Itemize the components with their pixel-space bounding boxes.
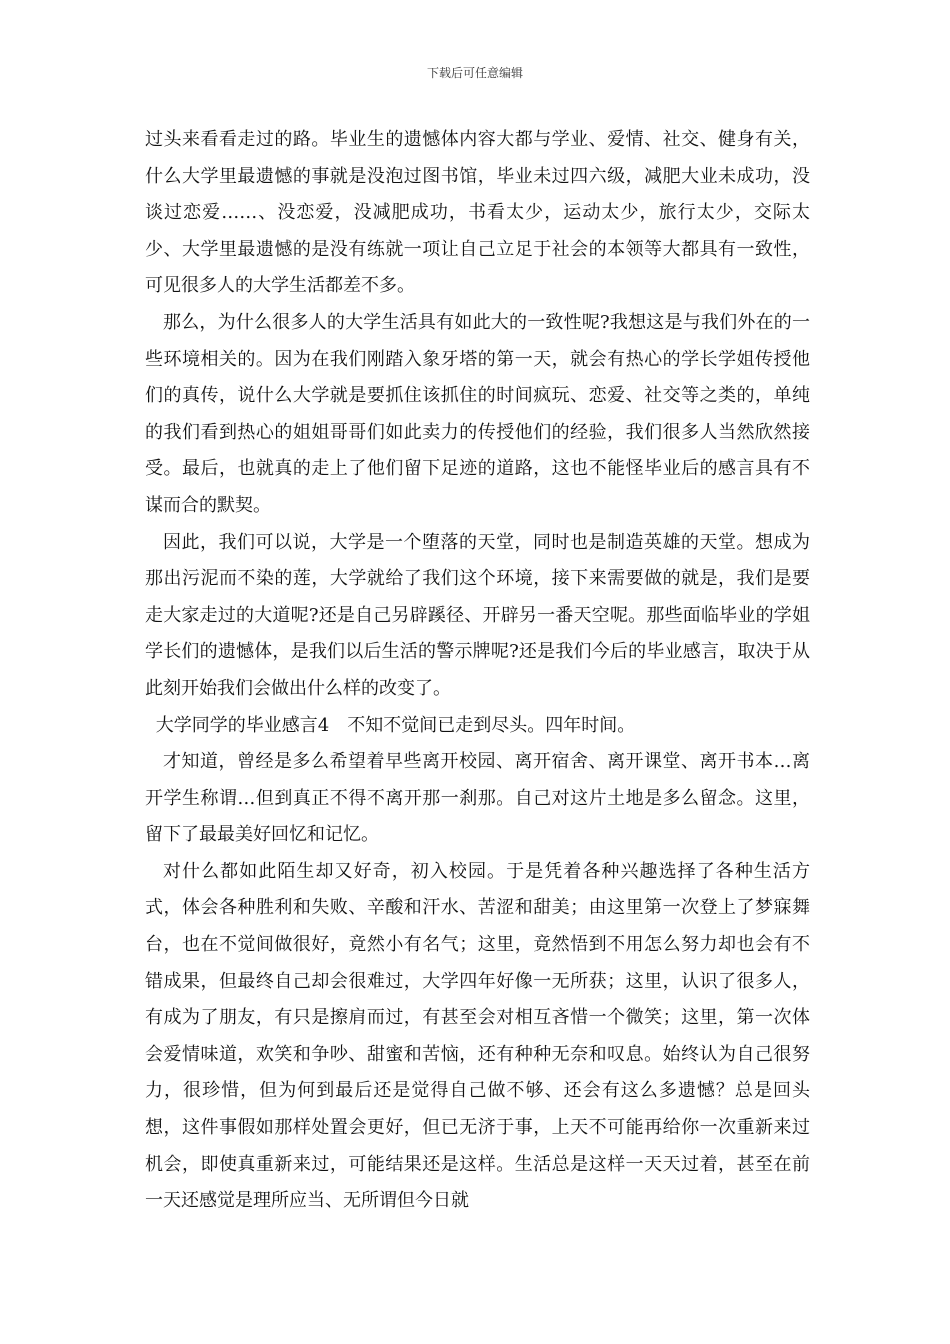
section-heading-line: 大学同学的毕业感言4 不知不觉间已走到尽头。四年时间。 — [155, 714, 636, 736]
document-body — [145, 122, 810, 1220]
paragraph-1: 过头来看看走过的路。毕业生的遗憾体内容大都与学业、爱情、社交、健身有关，什么大学里最遗憾的事就是没泡过图书馆，毕业未过四六级，减肥大业未成功，没谈过恋爱……、没恋爱，没减肥成功，书看太少，运动太少，旅行太少，交际太少、大学里最遗憾的是没有练就一项让自己立足于社会的本领等大都具有一致性，可见很多人的大学生活都差不多。 — [145, 129, 810, 297]
paragraph-2: 那么，为什么很多人的大学生活具有如此大的一致性呢?我想这是与我们外在的一些环境相关的。因为在我们刚踏入象牙塔的第一天，就会有热心的学长学姐传授他们的真传，说什么大学就是要抓住该抓住的时间疯玩、恋爱、社交等之类的，单纯的我们看到热心的姐姐哥哥们如此卖力的传授他们的经验，我们很多人当然欣然接受。最后，也就真的走上了他们留下足迹的道路，这也不能怪毕业后的感言具有不谋而合的默契。 — [145, 311, 810, 516]
paragraph-4: 才知道，曾经是多么希望着早些离开校园、离开宿舍、离开课堂、离开书本…离开学生称谓…但到真正不得不离开那一刹那。自己对这片土地是多么留念。这里，留下了最最美好回忆和记忆。 — [145, 751, 810, 846]
paragraph-5: 对什么都如此陌生却又好奇，初入校园。于是凭着各种兴趣选择了各种生活方式，体会各种胜利和失败、辛酸和汗水、苦涩和甜美；由这里第一次登上了梦寐舞台，也在不觉间做很好，竟然小有名气；这里，竟然悟到不用怎么努力却也会有不错成果，但最终自己却会很难过，大学四年好像一无所获；这里，认识了很多人，有成为了朋友，有只是擦肩而过，有甚至会对相互吝惜一个微笑；这里，第一次体会爱情味道，欢笑和争吵、甜蜜和苦恼，还有种种无奈和叹息。始终认为自己很努力，很珍惜，但为何到最后还是觉得自己做不够、还会有这么多遗憾？总是回头想，这件事假如那样处置会更好，但已无济于事，上天不可能再给你一次重新来过机会，即使真重新来过，可能结果还是这样。生活总是这样一天天过着，甚至在前一天还感觉是理所应当、无所谓但今日就 — [145, 860, 810, 1212]
paragraph-3: 因此，我们可以说，大学是一个堕落的天堂，同时也是制造英雄的天堂。想成为那出污泥而不染的莲，大学就给了我们这个环境，接下来需要做的就是，我们是要走大家走过的大道呢?还是自己另辟蹊径、开辟另一番天空呢。那些面临毕业的学姐学长们的遗憾体，是我们以后生活的警示牌呢?还是我们今后的毕业感言，取决于从此刻开始我们会做出什么样的改变了。 — [145, 531, 810, 699]
page-header: 下载后可任意编辑 — [426, 66, 523, 80]
